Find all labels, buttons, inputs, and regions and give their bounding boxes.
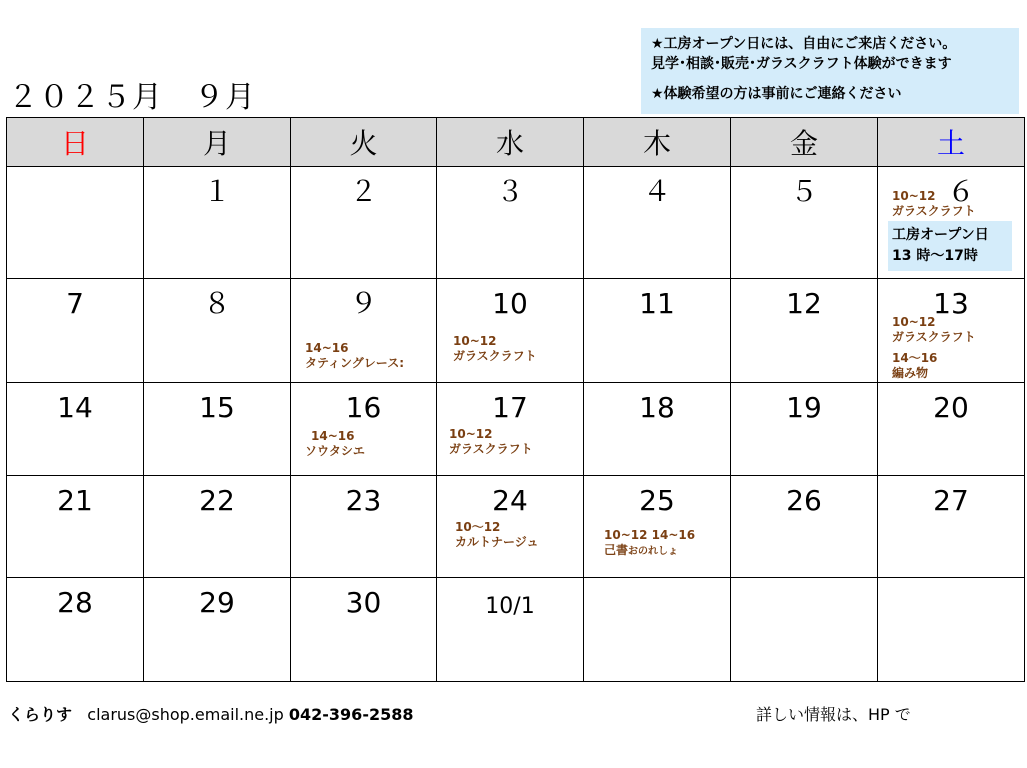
day-number: 28 — [57, 586, 93, 619]
day-cell — [7, 578, 144, 682]
weekday-tuesday: 火 — [291, 118, 437, 167]
day-cell — [291, 476, 437, 578]
event-name: ガラスクラフト — [892, 204, 976, 218]
day-cell — [291, 578, 437, 682]
event-time: 10~12 — [449, 427, 493, 441]
event-sep13-glass — [892, 315, 976, 345]
shop-name: くらりす — [8, 705, 73, 724]
event-name: 己書 — [604, 543, 629, 557]
day-number: 12 — [786, 287, 822, 320]
event-time: 10~12 — [892, 189, 936, 203]
day-cell — [437, 578, 584, 682]
event-name: タティングレース: — [305, 356, 404, 370]
event-name: 編み物 — [892, 366, 929, 380]
day-number: 16 — [345, 391, 382, 424]
event-sep13-knitting — [892, 351, 937, 381]
week-row-2 — [7, 279, 1025, 383]
day-number: ４ — [642, 175, 671, 208]
day-number: 11 — [639, 287, 675, 320]
weekday-monday: 月 — [144, 118, 291, 167]
open-day-label: 工房オープン日 — [892, 227, 989, 243]
day-number: 13 — [933, 287, 969, 320]
event-time: 10~12 — [892, 315, 936, 329]
weekday-thursday: 木 — [584, 118, 731, 167]
event-name-wrap — [604, 543, 695, 559]
event-time: 14～16 — [892, 351, 938, 365]
day-number: 27 — [933, 484, 969, 517]
day-cell — [584, 167, 731, 279]
event-name: ガラスクラフト — [449, 442, 533, 456]
day-number: 10 — [492, 287, 528, 320]
event-name: ガラスクラフト — [453, 349, 537, 363]
day-cell — [584, 476, 731, 578]
event-sep6 — [892, 189, 976, 219]
week-row-1 — [7, 167, 1025, 279]
open-day-box — [888, 221, 1012, 271]
day-cell — [291, 279, 437, 383]
day-number: 21 — [57, 484, 93, 517]
day-cell — [437, 279, 584, 383]
notice-line-1: ★工房オープン日には、自由にご来店ください。 — [651, 36, 957, 52]
day-number: １ — [202, 175, 231, 208]
day-cell — [7, 383, 144, 476]
calendar-title: ２０２５月 ９月 — [8, 80, 256, 115]
day-cell — [731, 383, 878, 476]
day-cell — [144, 279, 291, 383]
calendar-grid — [6, 117, 1025, 682]
event-name: ガラスクラフト — [892, 330, 976, 344]
day-number: 23 — [345, 484, 382, 517]
day-cell — [584, 279, 731, 383]
weekday-saturday: 土 — [878, 118, 1025, 167]
day-cell — [437, 383, 584, 476]
shop-phone[interactable]: 042-396-2588 — [288, 705, 414, 724]
day-cell — [437, 476, 584, 578]
day-number: 18 — [639, 391, 675, 424]
day-cell — [7, 279, 144, 383]
day-number: 14 — [57, 391, 93, 424]
open-day-hours: 13 時～17時 — [892, 248, 978, 264]
week-row-4 — [7, 476, 1025, 578]
footer-info: 詳しい情報は、HP で — [756, 705, 911, 724]
day-number: 17 — [492, 391, 528, 424]
notice-box — [641, 28, 1019, 114]
weekday-sunday: 日 — [7, 118, 144, 167]
day-cell — [144, 167, 291, 279]
event-sep25 — [604, 528, 695, 559]
day-number: ８ — [202, 287, 231, 320]
day-number: 26 — [786, 484, 822, 517]
day-number: ６ — [946, 175, 975, 208]
day-number: 30 — [345, 586, 382, 619]
day-number: ９ — [349, 287, 378, 320]
day-cell — [291, 383, 437, 476]
event-sep9 — [305, 341, 404, 371]
day-number: 15 — [199, 391, 235, 424]
day-number: 19 — [786, 391, 822, 424]
day-cell — [731, 279, 878, 383]
event-sep10 — [453, 334, 537, 364]
event-time: 14~16 — [311, 429, 355, 443]
event-time: 10～12 — [455, 520, 501, 534]
day-number: 7 — [66, 287, 84, 320]
day-cell — [878, 383, 1025, 476]
day-cell — [878, 476, 1025, 578]
day-number: 29 — [199, 586, 235, 619]
day-cell — [144, 476, 291, 578]
day-number: ５ — [789, 175, 818, 208]
day-cell — [731, 578, 878, 682]
event-name-reading: おのれしょ — [628, 546, 679, 557]
day-cell — [731, 167, 878, 279]
event-name: ソウタシエ — [305, 444, 365, 458]
week-row-5 — [7, 578, 1025, 682]
day-cell — [144, 383, 291, 476]
day-cell — [144, 578, 291, 682]
day-number: 10/1 — [485, 594, 535, 619]
event-sep24 — [455, 520, 539, 550]
event-time: 10~12 14~16 — [604, 528, 696, 542]
day-cell — [7, 167, 144, 279]
day-number: ３ — [495, 175, 524, 208]
day-cell — [878, 279, 1025, 383]
day-cell — [731, 476, 878, 578]
day-cell — [291, 167, 437, 279]
event-sep17 — [449, 427, 533, 457]
day-number: 25 — [639, 484, 675, 517]
event-sep16 — [305, 429, 365, 459]
day-number: ２ — [349, 175, 378, 208]
shop-email[interactable]: clarus@shop.email.ne.jp — [87, 705, 284, 724]
event-time: 10~12 — [453, 334, 497, 348]
event-time: 14~16 — [305, 341, 349, 355]
footer-contact — [8, 702, 413, 725]
day-number: 20 — [933, 391, 969, 424]
day-number: 24 — [492, 484, 528, 517]
day-cell — [878, 578, 1025, 682]
notice-line-3: ★体験希望の方は事前にご連絡ください — [651, 86, 902, 102]
day-number: 22 — [199, 484, 235, 517]
weekday-header-row — [7, 118, 1025, 167]
day-cell — [584, 578, 731, 682]
event-name: カルトナージュ — [455, 535, 539, 549]
day-cell — [878, 167, 1025, 279]
week-row-3 — [7, 383, 1025, 476]
day-cell — [584, 383, 731, 476]
day-cell — [437, 167, 584, 279]
notice-line-2: 見学･相談･販売･ガラスクラフト体験ができます — [651, 56, 952, 72]
weekday-wednesday: 水 — [437, 118, 584, 167]
weekday-friday: 金 — [731, 118, 878, 167]
day-cell — [7, 476, 144, 578]
